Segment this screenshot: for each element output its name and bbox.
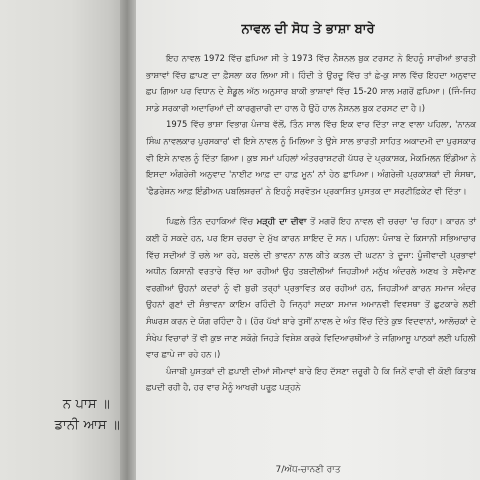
paragraph-3 bbox=[146, 213, 476, 362]
paragraph-1: ਇਹ ਨਾਵਲ 1972 ਵਿੱਚ ਛਪਿਆ ਸੀ ਤੇ 1973 ਵਿੱਚ ਨੈਸ਼ਨਲ ਬੁਕ ਟਰਸਟ ਨੇ ਇਹਨੂੰ ਸਾਰੀਆਂ ਭਾਰਤੀ ਭਾਸ਼ਾਵਾਂ ਵਿੱਚ ਛਾਪਣ ਦਾ ਫ਼ੈਸਲਾ ਕਰ ਲਿਆ ਸੀ। ਹਿੰਦੀ ਤੇ ਉਰਦੂ ਵਿੱਚ ਤਾਂ ਛੇ-ਕੁ ਸਾਲ ਵਿੱਚ ਇਹਦਾ ਅਨੁਵਾਦ ਛਪ ਗਿਆ ਪਰ ਵਿਧਾਨ ਦੇ ਸ਼ੈਡੂਲ ਅੱਠ ਅਨੁਸਾਰ ਬਾਕੀ ਭਾਸ਼ਾਵਾਂ ਵਿੱਚ 15-20 ਸਾਲ ਮਗਰੋਂ ਛਪਿਆ। (ਜਿੰ-ਜਿਹ ਸਾਡੇ ਸਰਕਾਰੀ ਅਦਾਰਿਆਂ ਦੀ ਕਾਰਗੁਜ਼ਾਰੀ ਦਾ ਹਾਲ ਹੈ ਉਹੋ ਹਾਲ ਨੈਸ਼ਨਲ ਬੁਕ ਟਰਸਟ ਦਾ ਹੈ।) bbox=[146, 53, 476, 113]
left-page-line-1: ਨ ਪਾਸ ॥ bbox=[62, 397, 110, 412]
paragraph-3-intro: ਪਿਛਲੇ ਤਿੰਨ ਦਹਾਕਿਆਂ ਵਿੱਚ bbox=[166, 216, 257, 227]
paragraph-4: ਪੰਜਾਬੀ ਪੁਸਤਕਾਂ ਦੀ ਛਪਾਈ ਦੀਆਂ ਸੀਮਾਵਾਂ ਬਾਰੇ ਇਹ ਦੱਸਣਾ ਜ਼ਰੂਰੀ ਹੈ ਕਿ ਜਿਨੇਂ ਵਾਰੀ ਵੀ ਕੋਈ ਕਿਤਾਬ ਛਪਦੀ ਰਹੀ ਹੈ, ਹਰ ਵਾਰ ਮੈਨੂੰ ਆਖਰੀ ਪਰੂਫ਼ ਪੜ੍ਹਨੇ bbox=[146, 365, 476, 393]
left-facing-page bbox=[0, 0, 128, 480]
page-footer: 7/ਅੱਧ-ਚਾਨਣੀ ਰਾਤ bbox=[275, 465, 341, 475]
paragraph-2: 1975 ਵਿੱਚ ਭਾਸ਼ਾ ਵਿਭਾਗ ਪੰਜਾਬ ਵੱਲੋਂ, ਤਿੰਨ ਸਾਲ ਵਿੱਚ ਇਕ ਵਾਰ ਦਿੱਤਾ ਜਾਣ ਵਾਲਾ ਪਹਿਲਾ, 'ਨਾਨਕ ਸਿੰਘ ਨਾਵਲਕਾਰ ਪੁਰਸਕਾਰ' ਵੀ ਇਸੇ ਨਾਵਲ ਨੂੰ ਮਿਲਿਆ ਤੇ ਉਸੇ ਸਾਲ ਭਾਰਤੀ ਸਾਹਿਤ ਅਕਾਦਮੀ ਦਾ ਪੁਰਸਕਾਰ ਵੀ ਇਸੇ ਨਾਵਲ ਨੂੰ ਦਿੱਤਾ ਗਿਆ। ਕੁਝ ਸਮਾਂ ਪਹਿਲਾਂ ਅੰਤਰਰਾਸ਼ਟਰੀ ਪੱਧਰ ਦੇ ਪ੍ਰਕਾਸ਼ਕ, ਮੈਕਮਿਲਨ ਇੰਡੀਆ ਨੇ ਇਸਦਾ ਅੰਗਰੇਜ਼ੀ ਅਨੁਵਾਦ 'ਨਾਈਟ ਆਫ਼ ਦਾ ਹਾਫ਼ ਮੂਨ' ਨਾਂ ਹੇਠ ਛਾਪਿਆ। ਅੰਗਰੇਜ਼ੀ ਪ੍ਰਕਾਸ਼ਕਾਂ ਦੀ ਸੰਸਥਾ, 'ਫੈਡਰੇਸ਼ਨ ਆਫ਼ ਇੰਡੀਅਨ ਪਬਲਿਸ਼ਰਜ਼' ਨੇ ਇਹਨੂੰ ਸਰਵੋਤਮ ਪ੍ਰਕਾਸ਼ਿਤ ਪੁਸਤਕ ਦਾ ਸਰਟੀਫ਼ਿਕੇਟ ਵੀ ਦਿੱਤਾ। bbox=[146, 119, 476, 196]
body-text bbox=[146, 50, 476, 396]
paragraph-3-body: ਤੋਂ ਮਗਰੋਂ ਇਹ ਨਾਵਲ ਵੀ ਚਰਚਾ 'ਚ ਰਿਹਾ। ਕਾਰਨ ਤਾਂ ਕਈ ਹੋ ਸਕਦੇ ਹਨ, ਪਰ ਇਸ ਚਰਚਾ ਦੇ ਮੁੱਖ ਕਾਰਨ ਸ਼ਾਇਦ ਦੋ ਸਨ। ਪਹਿਲਾ: ਪੰਜਾਬ ਦੇ ਕਿਸਾਨੀ ਸਭਿਆਚਾਰ ਵਿੱਚ ਸਦੀਆਂ ਤੋਂ ਚਲੇ ਆ ਰਹੇ, ਬਦਲੇ ਦੀ ਭਾਵਨਾ ਨਾਲ ਕੀਤੇ ਕਤਲ ਦੀ ਘਟਨਾ ਤੇ ਦੂਜਾ: ਪੂੰਜੀਵਾਦੀ ਪ੍ਰਭਾਵਾਂ ਅਧੀਨ ਕਿਸਾਨੀ ਵਰਤਾਰੇ ਵਿੱਚ ਆ ਰਹੀਆਂ ਉਹ ਤਬਦੀਲੀਆਂ ਜਿਹੜੀਆਂ ਮਨੁੱਖ ਅੰਦਰਲੇ ਅਣਖ ਤੇ ਸਵੈਮਾਣ ਵਰਗੀਆਂ ਉਹਨਾਂ ਕਦਰਾਂ ਨੂੰ ਵੀ ਬੁਰੀ ਤਰ੍ਹਾਂ ਪ੍ਰਭਾਵਿਤ ਕਰ ਰਹੀਆਂ ਹਨ, ਜਿਹੜੀਆਂ ਕਾਰਨ ਸਮਾਜ ਅੰਦਰ ਉਹਨਾਂ ਗੁਣਾਂ ਦੀ ਸੰਭਾਵਨਾ ਕਾਇਮ ਰਹਿੰਦੀ ਹੈ ਜਿਨ੍ਹਾਂ ਸਦਕਾ ਸਮਾਜ ਅਮਾਨਵੀ ਵਿਵਸਥਾ ਤੋਂ ਛੁਟਕਾਰੇ ਲਈ ਸੰਘਰਸ਼ ਕਰਨ ਦੇ ਯੋਗ ਰਹਿੰਦਾ ਹੈ। (ਹੋਰ ਪੱਖਾਂ ਬਾਰੇ ਤੁਸੀਂ ਨਾਵਲ ਦੇ ਅੰਤ ਵਿੱਚ ਦਿੱਤੇ ਕੁਝ ਵਿਦਵਾਨਾਂ, ਆਲੋਚਕਾਂ ਦੇ ਸੰਖੇਪ ਵਿਚਾਰਾਂ ਤੋਂ ਵੀ ਕੁਝ ਜਾਣ ਸਕੋਗੇ ਜਿਹੜੇ ਵਿਸ਼ੇਸ਼ ਕਰਕੇ ਵਿਦਿਆਰਥੀਆਂ ਤੇ ਜਗਿਆਸੂ ਪਾਠਕਾਂ ਲਈ ਪਹਿਲੀ ਵਾਰ ਛਾਪੇ ਜਾ ਰਹੇ ਹਨ।) bbox=[146, 216, 477, 360]
page-title: ਨਾਵਲ ਦੀ ਸੋਧ ਤੇ ਭਾਸ਼ਾ ਬਾਰੇ bbox=[241, 22, 375, 37]
novel-title-bold: ਮੜ੍ਹੀ ਦਾ ਦੀਵਾ bbox=[256, 216, 307, 227]
left-page-line-2: ਡਾਨੀ ਆਸ ॥ bbox=[54, 418, 120, 433]
right-page bbox=[136, 0, 480, 480]
